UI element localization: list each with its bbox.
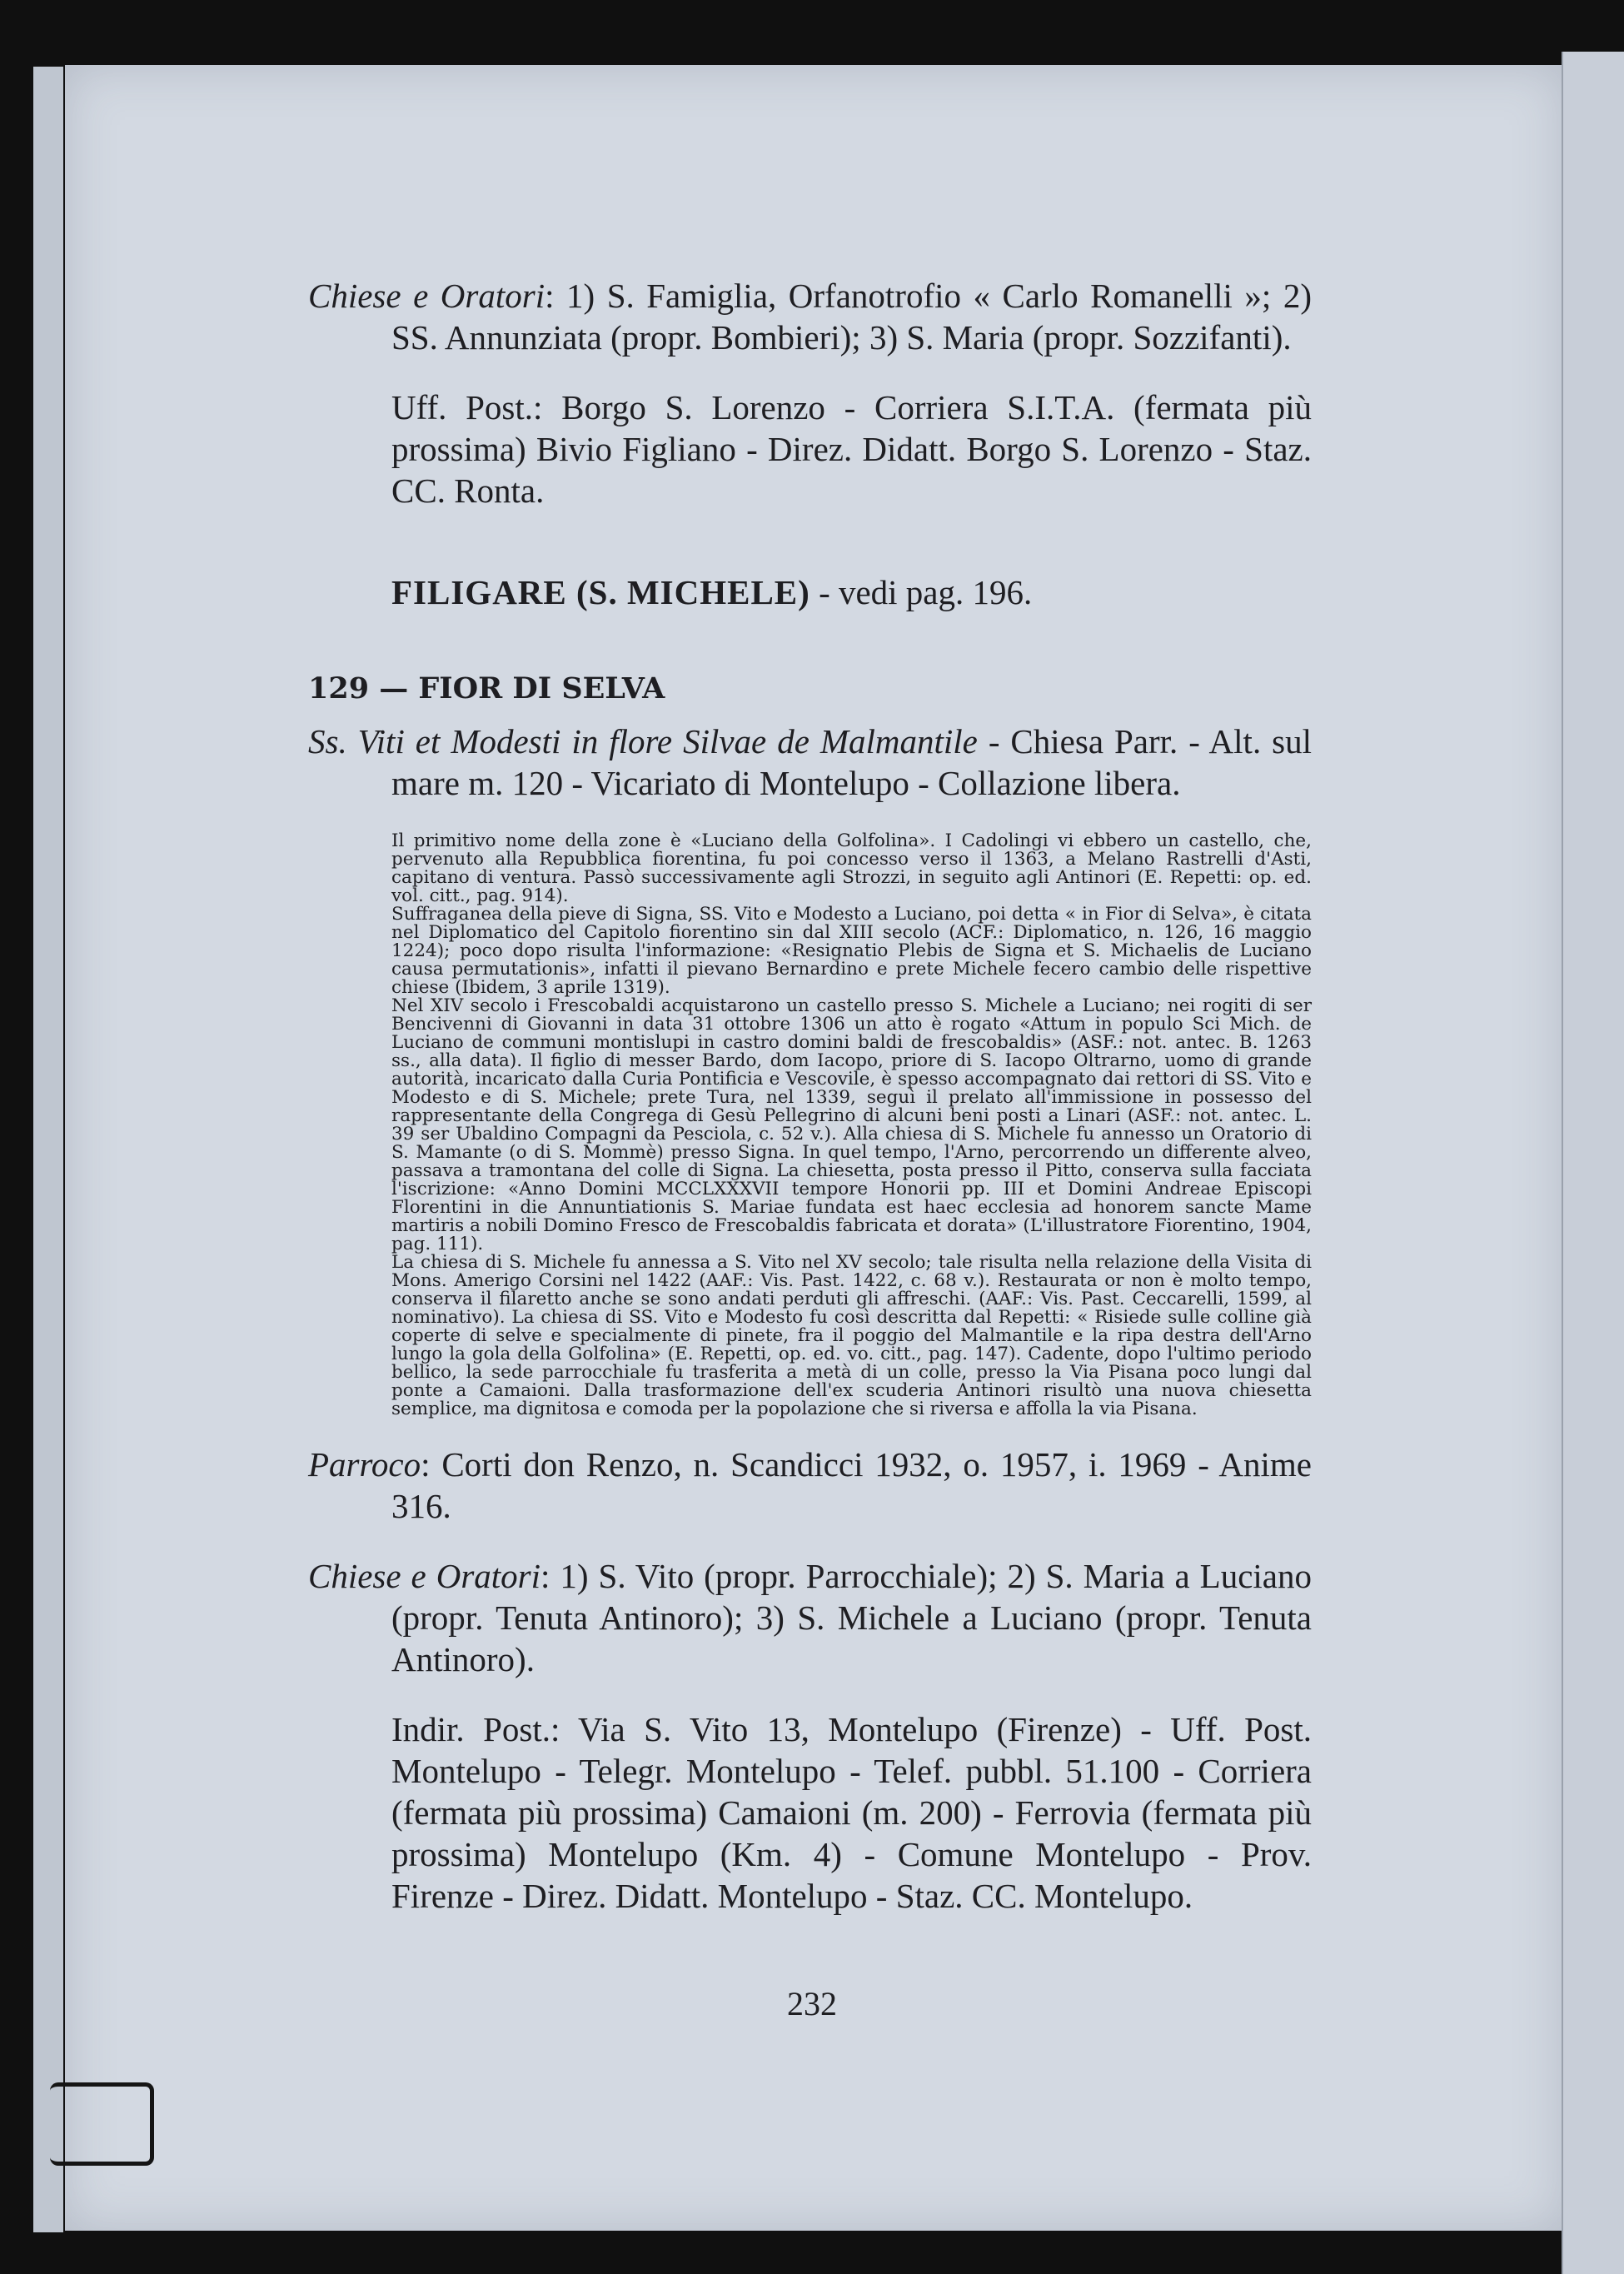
parroco-entry [308, 1444, 1312, 1527]
chiese-oratori-label-1: Chiese e Oratori [308, 277, 545, 315]
chiese-oratori-label-2: Chiese e Oratori [308, 1557, 541, 1595]
parish-entry [308, 721, 1312, 804]
section-heading: 129 — FIOR DI SELVA [308, 671, 665, 706]
page-number: 232 [787, 1985, 837, 2022]
note-paragraph: Nel XIV secolo i Frescobaldi acquistarono un castello presso S. Michele a Luciano; nei rogiti di ser Bencivenni di Giovanni in data 31 ottobre 1306 un atto è rogato «Attum in populo Sci Mich. de Luciano de communi montislupi in castro domini baldi de frescobaldis» (ASF.: not. antec. B. 1263 ss., alla data). Il figlio di messer Bardo, dom Iacopo, priore di S. Iacopo Oltrarno, uomo di grande autorità, incaricato dalla Curia Pontificia e Vescovile, è spesso accompagnato dai rettori di SS. Vito e Modesto e di S. Michele; prete Tura, nel 1339, seguì il prelato all'immissione in possesso del rappresentante della Congrega di Gesù Pellegrino di alcuni beni posti a Linari (ASF.: not. antec. L. 39 ser Ubaldino Compagni da Pesciola, c. 52 v.). Alla chiesa di S. Michele fu annesso un Oratorio di S. Mamante (o di S. Mommè) presso Signa. In quel tempo, l'Arno, percorrendo un differente alveo, passava a tramontana del colle di Signa. La chiesetta, posta presso il Pitto, conserva sulla facciata l'iscrizione: «Anno Domini MCCLXXXVII tempore Honorii pp. III et Domini Andreae Episcopi Florentini in die Annuntiationis S. Mariae fundata est haec ecclesia ad honorem sancte Mame martiris a nobili Domino Fresco de Frescobaldis fabricata et dorata» (L'illustratore Fiorentino, 1904, pag. 111). [391, 995, 1312, 1254]
parish-details: - Chiesa Parr. - Alt. sul mare m. 120 - Vicariato di Montelupo - Collazione libera. [391, 722, 1312, 802]
historical-notes [391, 832, 1312, 1419]
binding-clip [50, 2082, 154, 2166]
filigare-entry [391, 571, 1312, 613]
filigare-ref: - vedi pag. 196. [810, 573, 1033, 611]
note-paragraph: Il primitivo nome della zone è «Luciano della Golfolina». I Cadolingi vi ebbero un castello, che, pervenuto alla Repubblica fiorentina, fu poi concesso verso il 1363, a Melano Rastrelli d'Asti, capitano di ventura. Passò successivamente agli Strozzi, in seguito agli Antinori (E. Repetti: op. ed. vol. citt., pag. 914). [391, 830, 1312, 906]
note-paragraph: La chiesa di S. Michele fu annessa a S. Vito nel XV secolo; tale risulta nella relazione della Visita di Mons. Amerigo Corsini nel 1422 (AAF.: Vis. Past. 1422, c. 68 v.). Restaurata or non è molto tempo, conserva il filaretto anche se sono andati perduti gli affreschi. (AAF.: Vis. Past. Ceccarelli, 1599, al nominativo). La chiesa di SS. Vito e Modesto fu così descritta dal Repetti: « Risiede sulle colline già coperte di selve e specialmente di pinete, fra il poggio del Malmantile e la ripa destra dell'Arno lungo la gola della Golfolina» (E. Repetti, op. ed. vo. citt., pag. 147). Cadente, dopo l'ultimo periodo bellico, la sede parrocchiale fu trasferita a metà di un colle, presso la Via Pisana poco lungi dal ponte a Camaioni. Dalla trasformazione dell'ex scuderia Antinori risultò una nuova chiesetta semplice, ma dignitosa e comoda per la popolazione che si riversa e affolla la via Pisana. [391, 1252, 1312, 1419]
parish-latin-name: Ss. Viti et Modesti in flore Silvae de Malmantile [308, 722, 978, 760]
indir-post-entry: Indir. Post.: Via S. Vito 13, Montelupo (Firenze) - Uff. Post. Montelupo - Telegr. Montelupo - Telef. pubbl. 51.100 - Corriera (fermata più prossima) Camaioni (m. 200) - Ferrovia (fermata più prossima) Montelupo (Km. 4) - Comune Montelupo - Prov. Firenze - Direz. Didatt. Montelupo - Staz. CC. Montelupo. [391, 1710, 1312, 1915]
chiese-oratori-entry-1 [308, 275, 1312, 358]
book-binding [33, 67, 63, 2232]
filigare-name: FILIGARE (S. MICHELE) [391, 573, 810, 611]
chiese-oratori-text-2: : 1) S. Vito (propr. Parrocchiale); 2) S. Maria a Luciano (propr. Tenuta Antinoro); 3) S. Michele a Luciano (propr. Tenuta Antinoro). [391, 1557, 1312, 1678]
uff-post-entry: Uff. Post.: Borgo S. Lorenzo - Corriera S.I.T.A. (fermata più prossima) Bivio Figliano - Direz. Didatt. Borgo S. Lorenzo - Staz. CC. Ronta. [391, 388, 1312, 510]
parroco-text: : Corti don Renzo, n. Scandicci 1932, o. 1957, i. 1969 - Anime 316. [391, 1445, 1312, 1525]
parroco-label: Parroco [308, 1445, 421, 1484]
next-page-edge [1562, 52, 1624, 2274]
note-paragraph: Suffraganea della pieve di Signa, SS. Vito e Modesto a Luciano, poi detta « in Fior di Selva», è citata nel Diplomatico del Capitolo fiorentino sin dal XIII secolo (ACF.: Diplomatico, n. 126, 16 maggio 1224); poco dopo risulta l'informazione: «Resignatio Plebis de Signa et S. Michaelis de Luciano causa permutationis», infatti il pievano Bernardino e prete Michele fecero cambio delle rispettive chiese (Ibidem, 3 aprile 1319). [391, 904, 1312, 998]
page-content [308, 275, 1312, 1945]
chiese-oratori-text-1: : 1) S. Famiglia, Orfanotrofio « Carlo Romanelli »; 2) SS. Annunziata (propr. Bombieri); 3) S. Maria (propr. Sozzifanti). [391, 277, 1312, 357]
chiese-oratori-entry-2 [308, 1555, 1312, 1680]
